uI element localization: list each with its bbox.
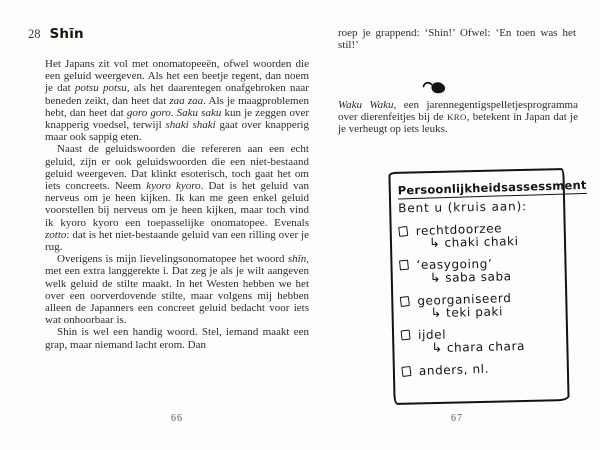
checkbox-icon	[398, 226, 408, 237]
assessment-box-subtitle: Bent u (kruis aan):	[398, 199, 528, 216]
checkbox-icon	[401, 366, 411, 377]
checkbox-icon	[401, 330, 411, 341]
assessment-option-label: rechtdoorzee	[415, 221, 503, 239]
body-paragraph: Naast de geluidswoorden die refereren aan een echt geluid, zijn er ook geluidswoorden die een niet-bestaand geluid weergeven. Dat klinkt esoterisch, toch gaat het om iets concreets. Neem kyoro kyoro. Dat is het geluid van nerveus om je heen kijken. Ik kan me geen enkel geluid voorstellen bij nerveus om je heen kijken, maar toch vind ik kyoro kyoro een toepasselijke onomatopee. Evenals zotto: dat is het niet-bestaande geluid van een rilling over je rug.	[45, 143, 309, 254]
right-continuation-text	[338, 27, 576, 51]
checkbox-icon	[399, 260, 409, 271]
assessment-box	[388, 168, 587, 405]
assessment-option-onomatopoeia: saba saba	[445, 269, 512, 285]
right-page-number: 67	[451, 413, 463, 424]
assessment-option-onomatopoeia: chara chara	[446, 338, 526, 355]
assessment-option-onomatopoeia: teki paki	[445, 304, 504, 320]
left-body-text	[45, 58, 309, 351]
assessment-option	[401, 326, 559, 342]
chapter-title: Shīn	[49, 26, 84, 42]
left-page	[28, 26, 314, 351]
assessment-box-title: Persoonlijkheidsassessment	[397, 177, 587, 198]
return-arrow-icon: ↳	[428, 235, 441, 251]
body-paragraph: Shin is wel een handig woord. Stel, iemand maakt een grap, maar niemand lacht erom. Dan	[45, 326, 309, 351]
assessment-option-onomatopoeia: chaki chaki	[444, 234, 519, 250]
body-paragraph: Waku Waku, een jarennegentigspelletjesprogramma over dierenfeitjes bij de KRO, betekent in Japan dat je je verheugt op iets leuks.	[338, 99, 578, 136]
checkbox-icon	[400, 296, 410, 307]
divider-ornament-icon	[421, 78, 451, 98]
assessment-option	[402, 359, 560, 378]
return-arrow-icon: ↳	[429, 270, 442, 286]
assessment-option-label: georganiseerd	[417, 290, 512, 309]
body-paragraph: Overigens is mijn lievelingsonomatopee het woord shīn, met een extra langgerekte i. Dat zeg je als je wilt aangeven welk geluid de stilte maakt. In het Westen hebben we het over een oorverdovende stilte, maar volgens mij hebben alleen de Japanners een concreet geluid bedacht voor iets wat onhoorbaar is.	[45, 253, 309, 327]
assessment-option-label: ‘easygoing’	[416, 256, 493, 272]
return-arrow-icon: ↳	[431, 340, 444, 356]
body-paragraph: roep je grappend: ‘Shin!’ Ofwel: ‘En toen was het stil!’	[338, 27, 576, 52]
assessment-option-label: ijdel	[417, 327, 447, 342]
chapter-number: 28	[28, 27, 41, 41]
assessment-option-label: anders, nl.	[418, 361, 490, 379]
left-page-number: 66	[171, 413, 183, 424]
assessment-option	[399, 256, 557, 272]
body-paragraph: Het Japans zit vol met onomatopeeën, ofwel woorden die een geluid weergeven. Als het een beetje regent, dan noem je dat potsu potsu, als het daarentegen onafgebroken naar beneden zeikt, dan heet dat zaa zaa. Als je maagproblemen hebt, dan heet dat goro goro. Saku saku kun je zeggen over knapperig voedsel, terwijl shaki shaki gaat over knapperig maar ook sappig eten.	[45, 58, 310, 144]
waku-paragraph	[338, 99, 578, 136]
return-arrow-icon: ↳	[430, 305, 443, 321]
chapter-header	[28, 26, 314, 42]
